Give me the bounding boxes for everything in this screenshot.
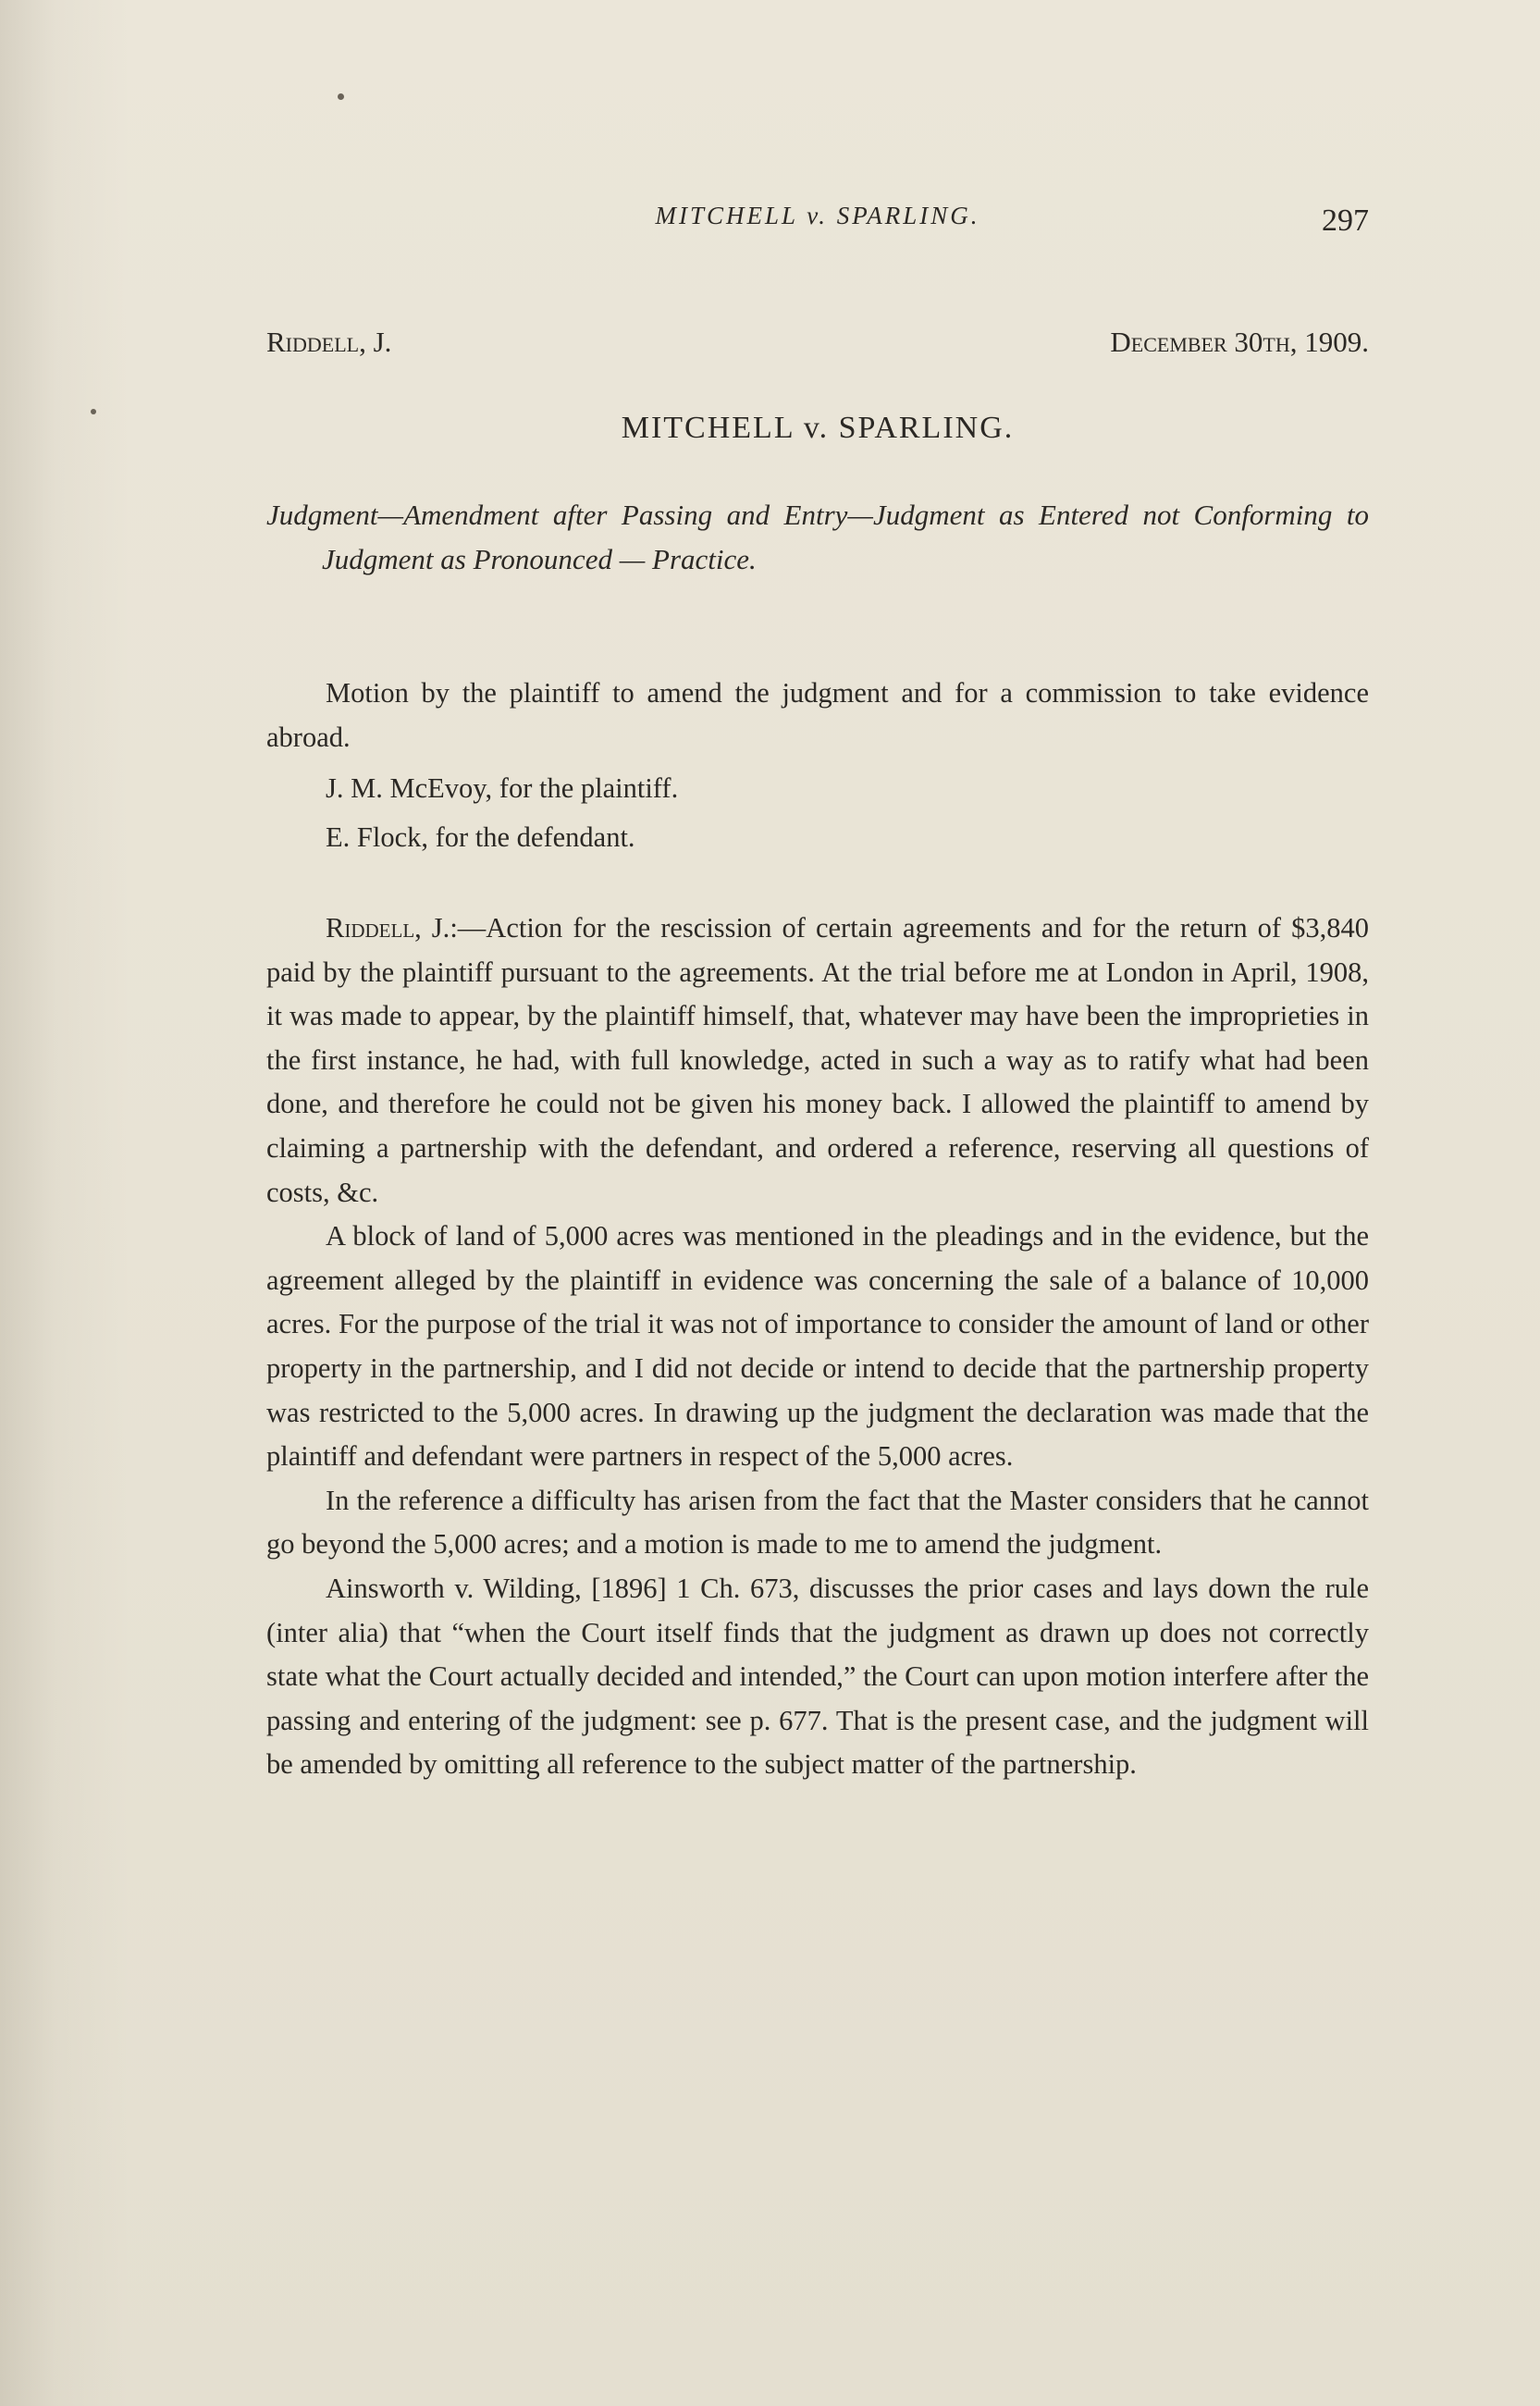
judgment-speaker: Riddell, J. bbox=[326, 912, 450, 944]
judgment-paragraph-1 bbox=[266, 907, 1369, 1215]
judge-name: Riddell, J. bbox=[266, 326, 392, 358]
decision-date: December 30th, 1909. bbox=[1110, 326, 1369, 358]
judgment-paragraph-4: Ainsworth v. Wilding, [1896] 1 Ch. 673, discusses the prior cases and lays down the rule (inter alia) that “when the Court itself finds that the judgment as drawn up does not correctly state what the Court actually decided and intended,” the Court can upon motion interfere after the passing and entering of the judgment: see p. 677. That is the present case, and the judgment will be amended by omitting all reference to the subject matter of the partnership. bbox=[266, 1572, 1369, 1781]
motion-text: Motion by the plaintiff to amend the judgment and for a commission to take evidence abroad. bbox=[266, 677, 1369, 753]
headnote: Judgment—Amendment after Passing and Entry—Judgment as Entered not Conforming to Judgment as Pronounced — Practice. bbox=[266, 499, 1369, 575]
ink-speck bbox=[338, 93, 344, 100]
motion-paragraph bbox=[266, 672, 1369, 759]
counsel-defendant: E. Flock, for the defendant. bbox=[326, 821, 635, 853]
page-number: 297 bbox=[1322, 204, 1369, 238]
judgment-paragraph-1-text: :—Action for the rescission of certain agreements and for the return of $3,840 paid by the plaintiff pursuant to the agreements. At the trial before me at London in April, 1908, it was made to appear, by the plaintiff himself, that, whatever may have been the improprieties in the first instance, he had, with full knowledge, acted in such a way as to ratify what had been done, and therefore he could not be given his money back. I allowed the plaintiff to amend by claiming a partnership with the defendant, and ordered a reference, reserving all questions of costs, &c. bbox=[266, 912, 1369, 1208]
ink-speck bbox=[91, 409, 96, 414]
case-title: MITCHELL v. SPARLING. bbox=[621, 411, 1015, 445]
counsel-plaintiff: J. M. McEvoy, for the plaintiff. bbox=[326, 772, 679, 804]
running-head bbox=[266, 202, 1369, 248]
judgment-paragraph-3: In the reference a difficulty has arisen from the fact that the Master considers that he cannot go beyond the 5,000 acres; and a motion is made to me to amend the judgment. bbox=[266, 1484, 1369, 1561]
judgment-paragraph-2: A block of land of 5,000 acres was mentioned in the pleadings and in the evidence, but the agreement alleged by the plaintiff in evidence was concerning the sale of a balance of 10,000 acres. For the purpose of the trial it was not of importance to consider the amount of land or other property in the partnership, and I did not decide or intend to decide that the partnership property was restricted to the 5,000 acres. In drawing up the judgment the declaration was made that the plaintiff and defendant were partners in respect of the 5,000 acres. bbox=[266, 1220, 1369, 1473]
judgment-body bbox=[266, 907, 1369, 1787]
running-head-title: MITCHELL v. SPARLING. bbox=[655, 202, 980, 229]
